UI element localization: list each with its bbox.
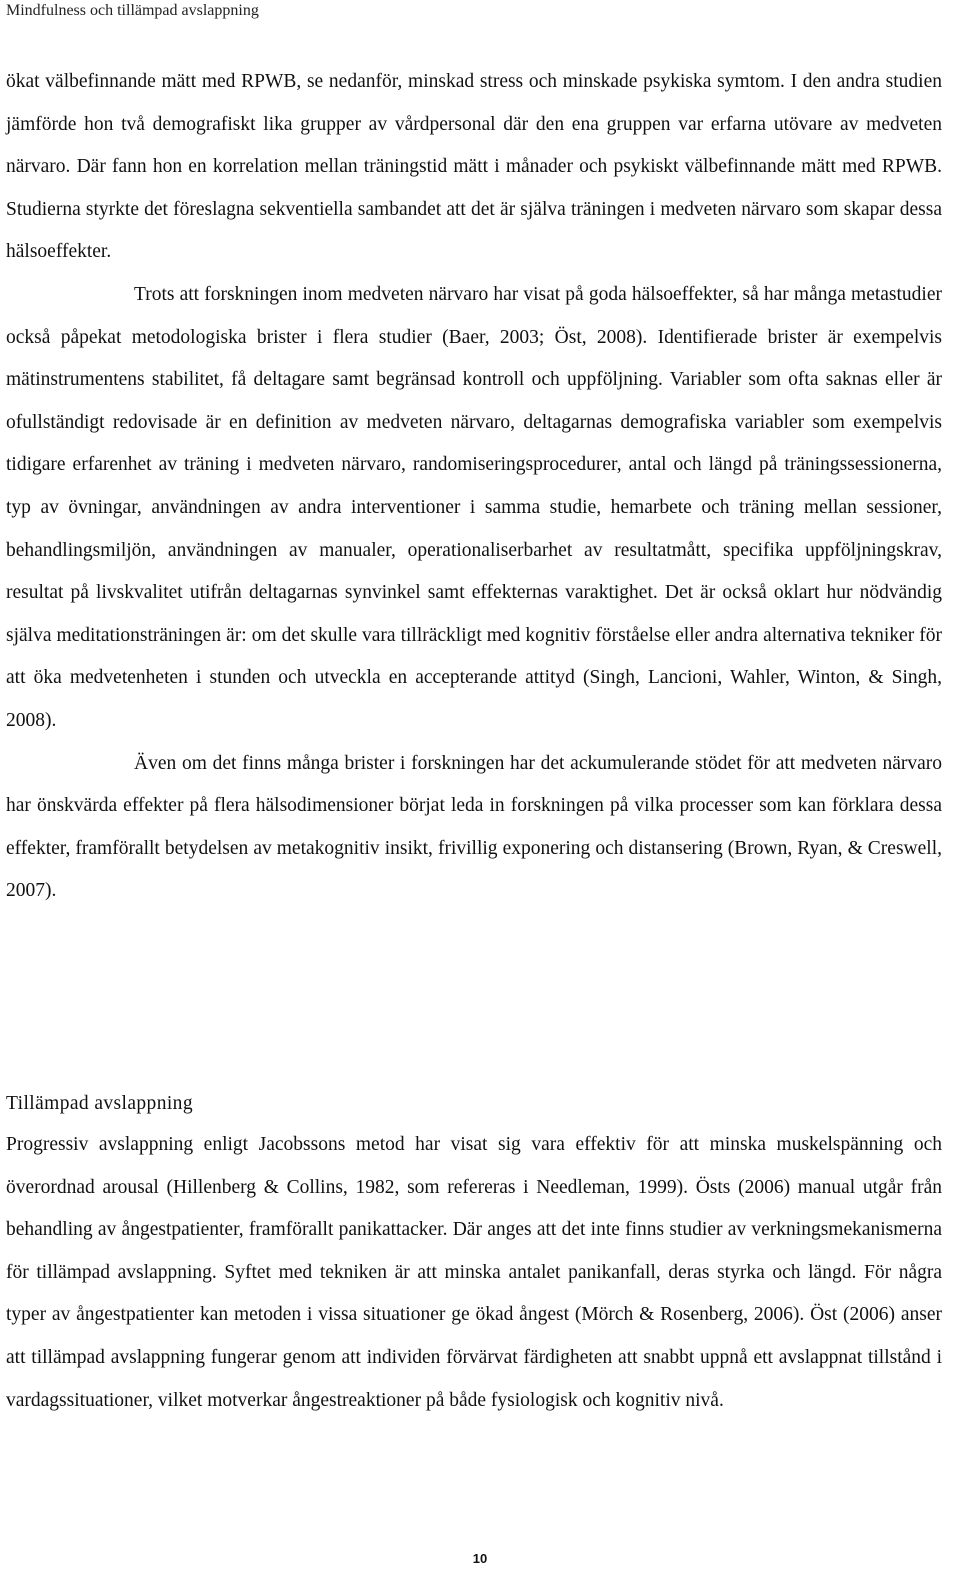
- page-number: 10: [472, 1551, 488, 1566]
- section-heading-applied-relaxation: Tillämpad avslappning: [6, 1093, 193, 1114]
- paragraph-continued: ökat välbefinnande mätt med RPWB, se nedanför, minskad stress och minskade psykiska symtom. I den andra studien jämförde hon två demografiskt lika grupper av vårdpersonal där den ena gruppen var erfarna utövare av medveten närvaro. Där fann hon en korrelation mellan träningstid mätt i månader och psykiskt välbefinnande mätt med RPWB. Studierna styrkte det föreslagna sekventiella sambandet att det är själva träningen i medveten närvaro som skapar dessa hälsoeffekter.: [6, 71, 942, 263]
- running-header: Mindfulness och tillämpad avslappning: [6, 2, 259, 19]
- paragraph-methodological-flaws: Trots att forskningen inom medveten närvaro har visat på goda hälsoeffekter, så har många metastudier också påpekat metodologiska brister i flera studier (Baer, 2003; Öst, 2008). Identifierade brister är exempelvis mätinstrumentens stabilitet, få deltagare samt begränsad kontroll och uppföljning. Variabler som ofta saknas eller är ofullständigt redovisade är en definition av medveten närvaro, deltagarnas demografiska variabler som exempelvis tidigare erfarenhet av träning i medveten närvaro, randomiseringsprocedurer, antal och längd på träningssessionerna, typ av övningar, användningen av andra interventioner i samma studie, hemarbete och träning mellan sessioner, behandlingsmiljön, användningen av manualer, operationaliserbarhet av resultatmått, specifika uppföljningskrav, resultat på livskvalitet utifrån deltagarnas synvinkel samt effekternas varaktighet. Det är också oklart hur nödvändig själva meditationsträningen är: om det skulle vara tillräckligt med kognitiv förståelse eller andra alternativa tekniker för att öka medvetenheten i stunden och utveckla en accepterande attityd (Singh, Lancioni, Wahler, Winton, & Singh, 2008).: [6, 283, 942, 731]
- paragraph-accumulating-support: Även om det finns många brister i forskningen har det ackumulerande stödet för att medveten närvaro har önskvärda effekter på flera hälsodimensioner börjat leda in forskningen på vilka processer som kan förklara dessa effekter, framförallt betydelsen av metakognitiv insikt, frivillig exponering och distansering (Brown, Ryan, & Creswell, 2007).: [6, 752, 942, 902]
- section-1-body: [6, 61, 942, 913]
- paragraph-progressive-relaxation: Progressiv avslappning enligt Jacobssons metod har visat sig vara effektiv för att minska muskelspänning och överordnad arousal (Hillenberg & Collins, 1982, som refereras i Needleman, 1999). Östs (2006) manual utgår från behandling av ångestpatienter, framförallt panikattacker. Där anges att det inte finns studier av verkningsmekanismerna för tillämpad avslappning. Syftet med tekniken är att minska antalet panikanfall, deras styrka och längd. För några typer av ångestpatienter kan metoden i vissa situationer ge ökad ångest (Mörch & Rosenberg, 2006). Öst (2006) anser att tillämpad avslappning fungerar genom att individen förvärvat färdigheten att snabbt uppnå ett avslappnat tillstånd i vardagssituationer, vilket motverkar ångestreaktioner på både fysiologisk och kognitiv nivå.: [6, 1134, 942, 1411]
- section-2-body: [6, 1124, 942, 1422]
